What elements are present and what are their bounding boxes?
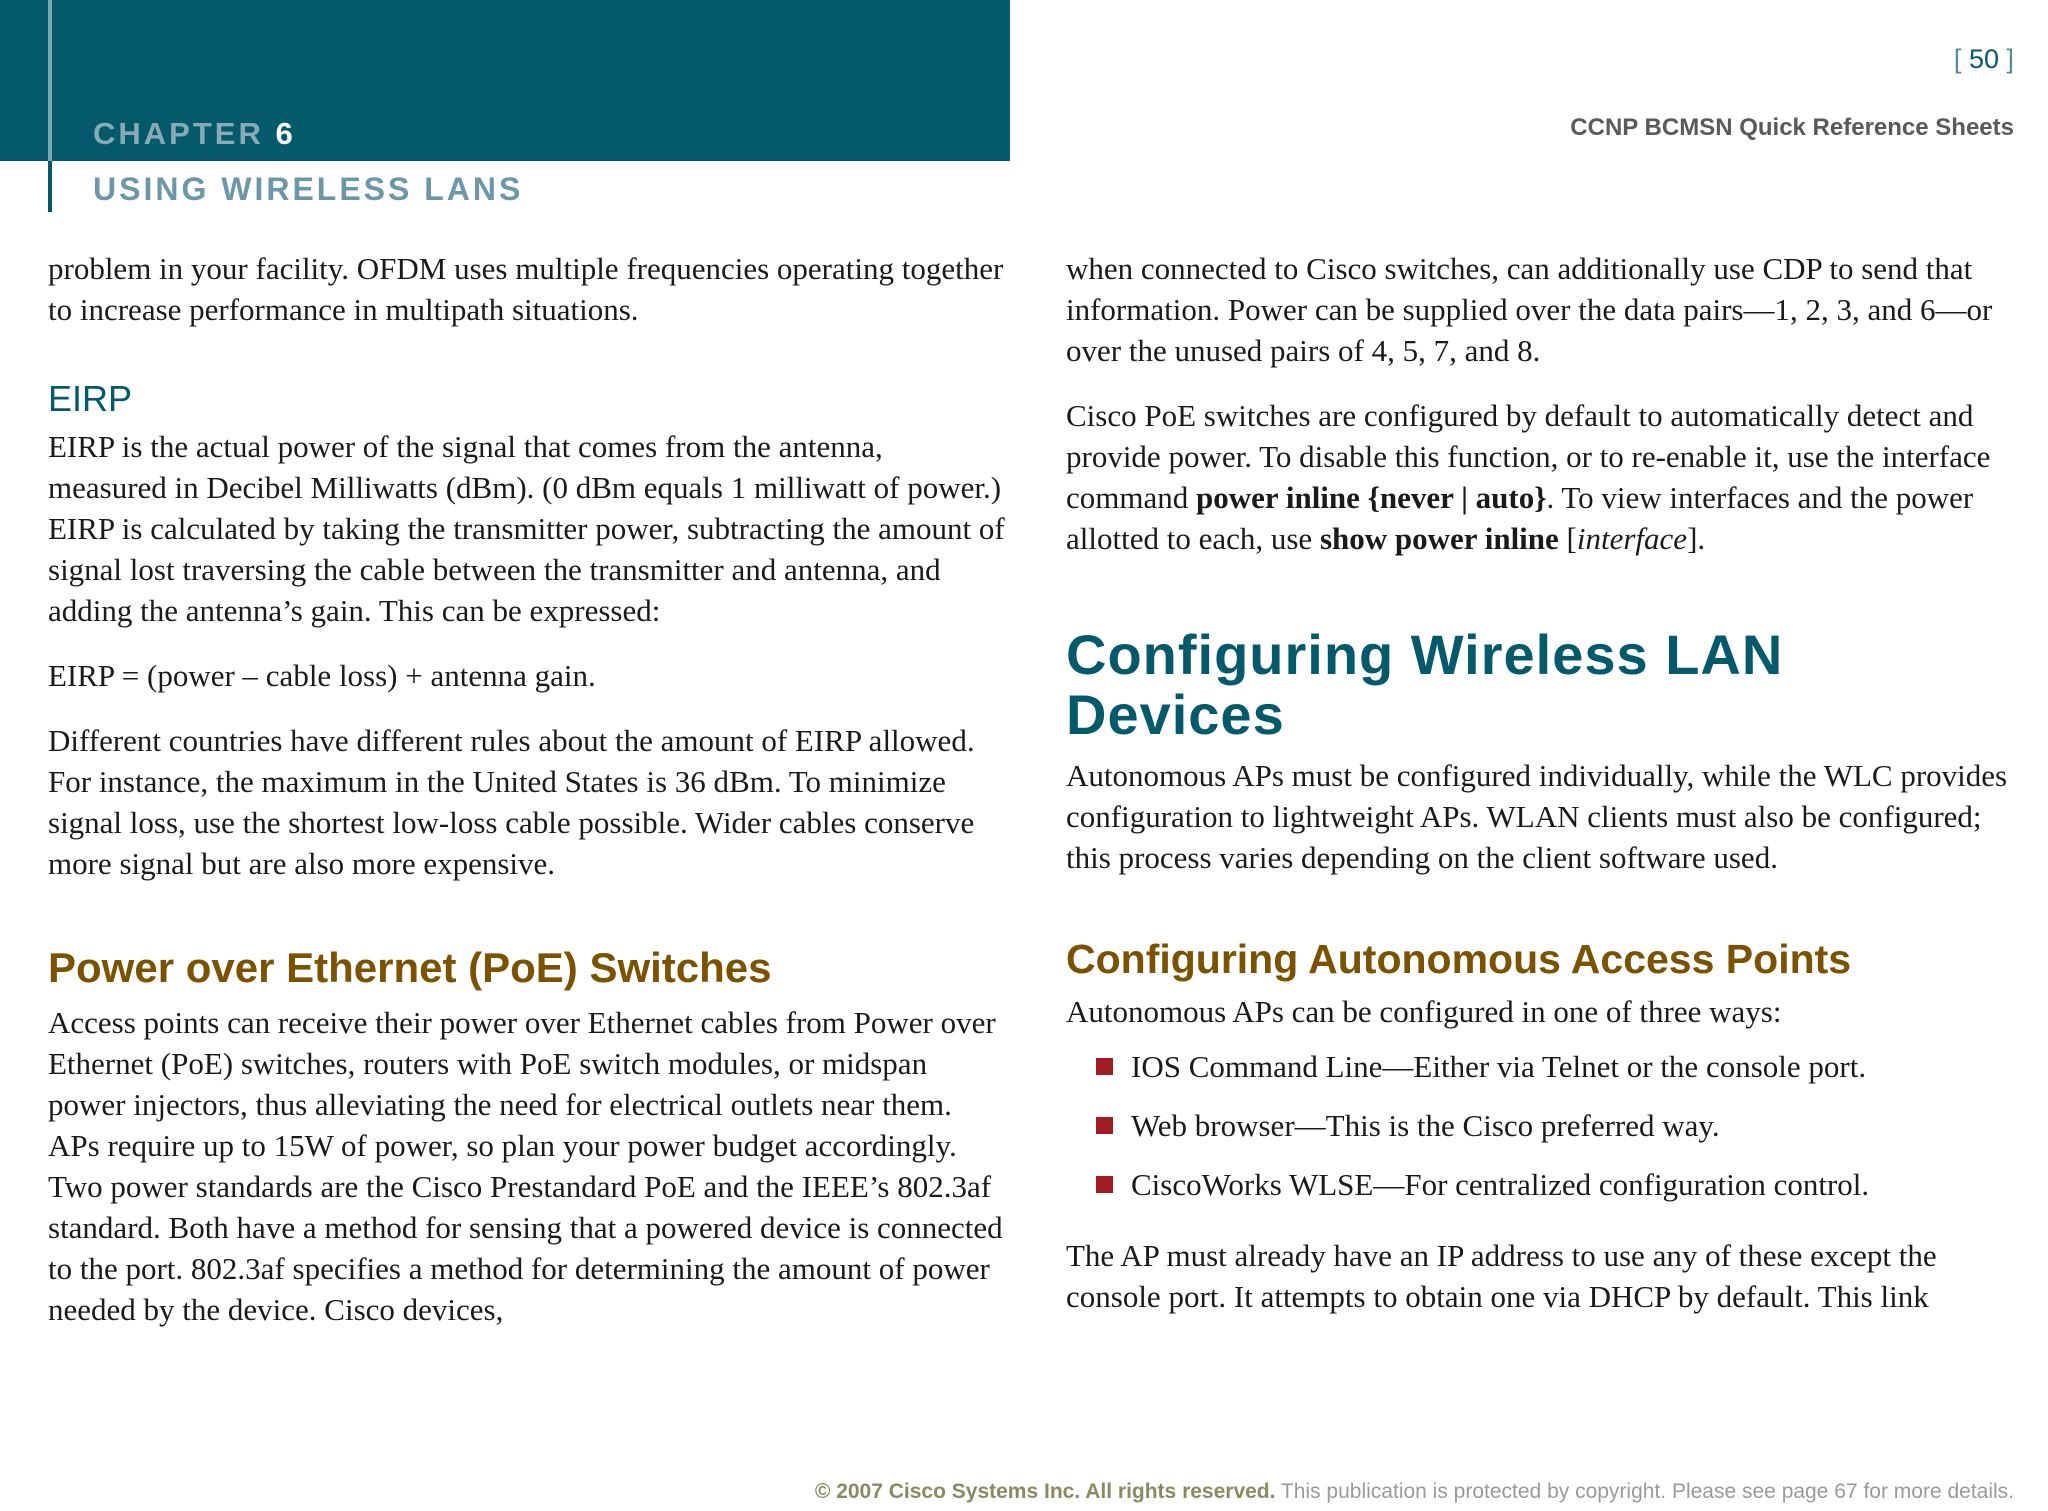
list-item xyxy=(1096,1105,2026,1146)
command-bracket-close: ] xyxy=(1687,521,1698,556)
eirp-paragraph: EIRP is the actual power of the signal that comes from the antenna, measured in Decibel Milliwatts (dBm). (0 dBm equals 1 milliwatt of power.) EIRP is calculated by taking the transmitter power, subtracting the amount of signal lost traversing the cable between the transmitter and antenna, and adding the antenna’s gain. This can be expressed: xyxy=(48,429,1005,628)
poe-config-text-b: . To view interfaces and the power allotted to each, use xyxy=(1066,480,1974,556)
list-item xyxy=(1096,1046,2026,1087)
poe-config-text-a: Cisco PoE switches are configured by default to automatically detect and provide power. To disable this function, or to re-enable it, use the interface command xyxy=(1066,398,1991,515)
left-column xyxy=(48,248,1008,1354)
page-number-value: 50 xyxy=(1968,44,1999,74)
chapter-word: CHAPTER xyxy=(93,116,264,151)
list-item xyxy=(1096,1164,2026,1205)
config-methods-list xyxy=(1096,1046,2026,1205)
cdp-paragraph: when connected to Cisco switches, can additionally use CDP to send that information. Power can be supplied over the data pairs—1, 2, 3, and 6—or over the unused pairs of 4, 5, 7, and 8. xyxy=(1066,251,1993,368)
chapter-vertical-rule-inner xyxy=(48,0,52,161)
configuring-heading-line-1: Configuring Wireless LAN xyxy=(1066,623,1784,686)
copyright-text: © 2007 Cisco Systems Inc. All rights reserved. xyxy=(814,1480,1276,1503)
page-number: [ 50 ] xyxy=(1953,44,2014,74)
command-interface-arg: interface xyxy=(1576,521,1688,556)
intro-paragraph: problem in your facility. OFDM uses multiple frequencies operating together to increase performance in multipath situations. xyxy=(48,251,1004,327)
copyright-notice: This publication is protected by copyright. Please see page 67 for more details. xyxy=(1275,1480,2014,1503)
bullet-square-icon xyxy=(1096,1117,1113,1134)
list-item-text: Web browser—This is the Cisco preferred way. xyxy=(1131,1108,1720,1143)
command-bracket-open: [ xyxy=(1558,521,1577,556)
command-power-inline: power inline {never | auto} xyxy=(1196,480,1547,515)
autonomous-ap-paragraph: Autonomous APs can be configured in one of three ways: xyxy=(1066,994,1782,1029)
poe-config-end: . xyxy=(1697,521,1706,556)
eirp-heading: EIRP xyxy=(48,378,133,419)
right-column xyxy=(1066,248,2026,1341)
chapter-label xyxy=(93,116,296,152)
autonomous-ap-heading: Configuring Autonomous Access Points xyxy=(1066,936,1852,982)
configuring-heading-line-2: Devices xyxy=(1066,683,1285,746)
chapter-title: USING WIRELESS LANS xyxy=(93,171,524,207)
chapter-number: 6 xyxy=(275,116,296,151)
bullet-square-icon xyxy=(1096,1176,1113,1193)
book-title: CCNP BCMSN Quick Reference Sheets xyxy=(1570,114,2014,141)
list-item-text: IOS Command Line—Either via Telnet or the console port. xyxy=(1131,1049,1867,1084)
ip-address-paragraph: The AP must already have an IP address to use any of these except the console port. It attempts to obtain one via DHCP by default. This link xyxy=(1066,1238,1937,1314)
config-intro-paragraph: Autonomous APs must be configured individually, while the WLC provides configuration to lightweight APs. WLAN clients must also be configured; this process varies depending on the client software used. xyxy=(1066,758,2008,875)
poe-paragraph: Access points can receive their power over Ethernet cables from Power over Ethernet (PoE) switches, routers with PoE switch modules, or midspan power injectors, thus alleviating the need for electrical outlets near them. APs require up to 15W of power, so plan your power budget accordingly. Two power standards are the Cisco Prestandard PoE and the IEEE’s 802.3af standard. Both have a method for sensing that a powered device is connected to the port. 802.3af specifies a method for determining the amount of power needed by the device. Cisco devices, xyxy=(48,1005,1003,1327)
poe-config-paragraph xyxy=(1066,395,2026,559)
poe-heading: Power over Ethernet (PoE) Switches xyxy=(48,944,772,991)
list-item-text: CiscoWorks WLSE—For centralized configuration control. xyxy=(1131,1167,1870,1202)
bullet-square-icon xyxy=(1096,1058,1113,1075)
eirp-rules-paragraph: Different countries have different rules about the amount of EIRP allowed. For instance, the maximum in the United States is 36 dBm. To minimize signal loss, use the shortest low-loss cable possible. Wider cables conserve more signal but are also more expensive. xyxy=(48,723,975,881)
copyright-footer xyxy=(815,1480,2014,1504)
configuring-wlan-devices-heading xyxy=(1066,625,2026,745)
command-show-power-inline: show power inline xyxy=(1319,521,1559,556)
eirp-formula: EIRP = (power – cable loss) + antenna gain. xyxy=(48,658,596,693)
